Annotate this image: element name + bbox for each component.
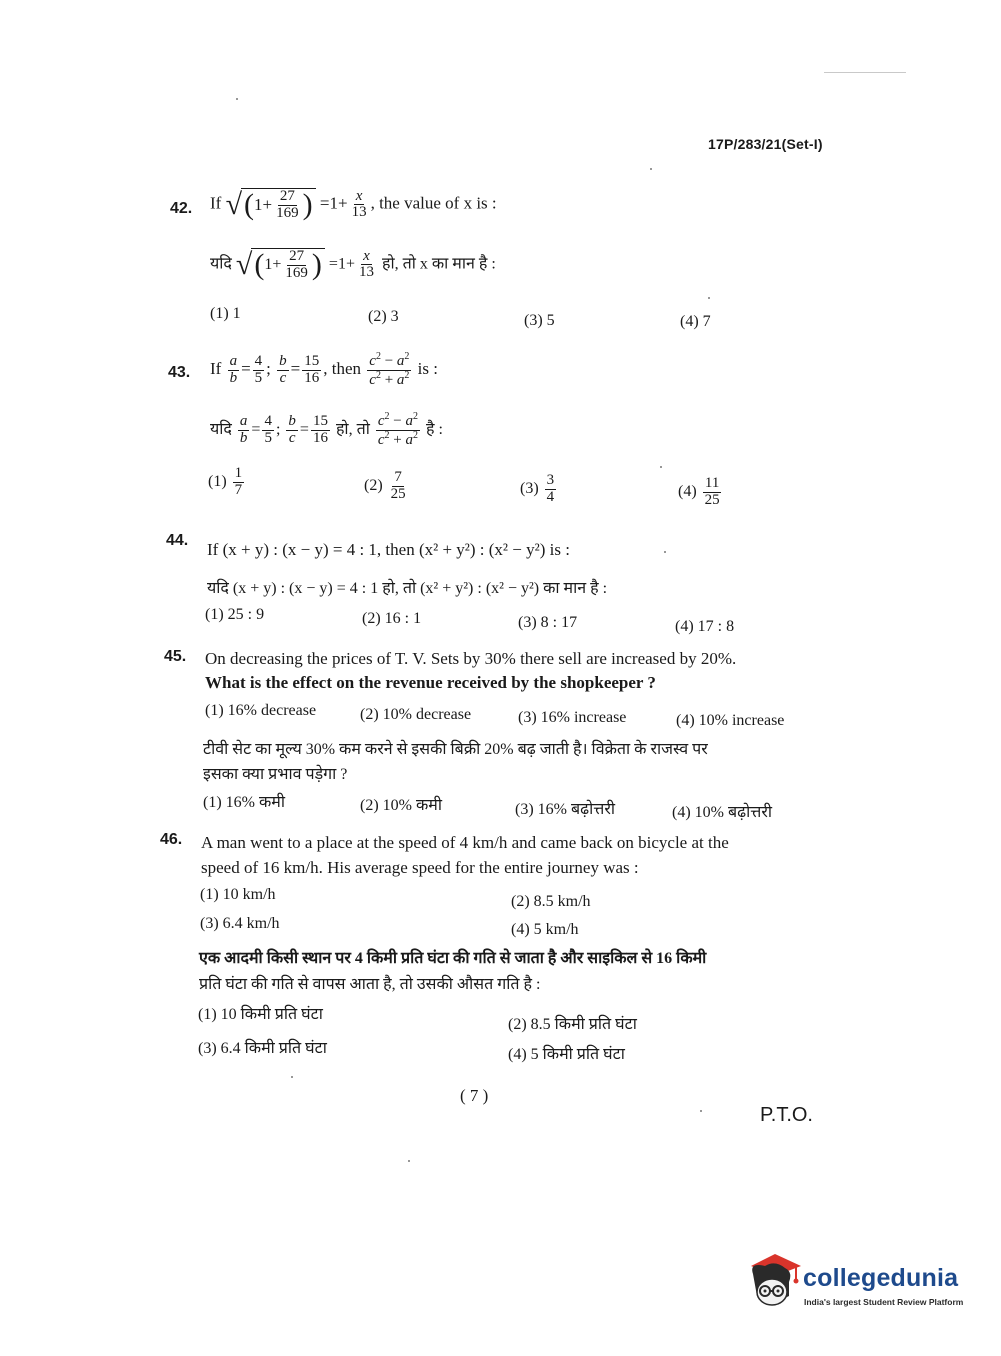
sqrt-expression: √ ( 1+ $\frac{27}{169}$ ) (226, 188, 316, 222)
option-2: (2) 16 : 1 (362, 610, 422, 627)
question-text-en-line1: A man went to a place at the speed of 4 km/h and came back on bicycle at the (201, 833, 729, 852)
scan-speck (650, 168, 652, 170)
question-text-hi-line1: टीवी सेट का मूल्य 30% कम करने से इसकी बिक्री 20% बढ़ जाती है। विक्रेता के राजस्व पर (203, 741, 708, 758)
option-4: (4) 7 (680, 313, 711, 330)
scan-speck (291, 1076, 293, 1078)
option-1-hi: (1) 16% कमी (203, 794, 285, 811)
question-text-hi: यदि $\frac{a}{b}$ = $\frac{4}{5}$ ; $\frac{b}{c}$ = $\frac{15}{16}$ हो, तो $\frac{c^2 - a^2}{c^2 + a^2}$ है : (210, 411, 443, 448)
option-2: (2) 3 (368, 308, 399, 325)
option-1-en: (1) 10 km/h (200, 886, 276, 903)
scan-speck (708, 297, 710, 299)
scan-speck (236, 98, 238, 100)
option-2-en: (2) 10% decrease (360, 706, 472, 723)
option-4: (4) 17 : 8 (675, 618, 735, 635)
question-text-hi-line2: इसका क्या प्रभाव पड़ेगा ? (203, 766, 348, 783)
option-4: (4) $\frac{11}{25}$ (678, 475, 720, 508)
question-text-hi-line1: एक आदमी किसी स्थान पर 4 किमी प्रति घंटा की गति से जाता है और साइकिल से 16 किमी (199, 950, 707, 967)
option-1-hi: (1) 10 किमी प्रति घंटा (198, 1006, 323, 1023)
option-1: (1) 25 : 9 (205, 606, 265, 623)
question-text-en: If $\frac{a}{b}$ = $\frac{4}{5}$ ; $\frac{b}{c}$ = $\frac{15}{16}$ , then $\frac{c^2 - a^2}{c^2 + a^2}$ is : (210, 351, 438, 388)
option-1: (1) $\frac{1}{7}$ (208, 465, 243, 498)
brand-tagline: India's largest Student Review Platform (804, 1297, 964, 1307)
page-number: ( 7 ) (460, 1086, 489, 1105)
option-3-hi: (3) 16% बढ़ोत्तरी (515, 801, 616, 818)
question-text-hi: यदि (x + y) : (x − y) = 4 : 1 हो, तो (x² + y²) : (x² − y²) का मान है : (207, 580, 608, 597)
question-text-en-line2: speed of 16 km/h. His average speed for the entire journey was : (201, 858, 639, 877)
question-number: 42. (170, 200, 193, 217)
question-text-en-line1: On decreasing the prices of T. V. Sets by 30% there sell are increased by 20%. (205, 649, 737, 668)
question-text-en: If (x + y) : (x − y) = 4 : 1, then (x² + y²) : (x² − y²) is : (207, 540, 570, 559)
question-number: 46. (160, 831, 183, 848)
question-number: 44. (166, 532, 189, 549)
option-2-en: (2) 8.5 km/h (511, 893, 591, 910)
pto-label: P.T.O. (760, 1104, 813, 1126)
question-text-hi: यदि √ ( 1+ $\frac{27}{169}$ ) =1+ $\frac{x}{13}$ हो, तो x का मान है : (210, 247, 496, 282)
option-3: (3) $\frac{3}{4}$ (520, 472, 555, 505)
question-text-hi-line2: प्रति घंटा की गति से वापस आता है, तो उसकी औसत गति है : (199, 976, 541, 993)
option-2: (2) $\frac{7}{25}$ (364, 469, 406, 502)
paper-code: 17P/283/21(Set-I) (708, 136, 823, 152)
option-2-hi: (2) 10% कमी (360, 797, 442, 814)
option-3: (3) 8 : 17 (518, 614, 578, 631)
question-number: 45. (164, 648, 187, 665)
option-3-hi: (3) 6.4 किमी प्रति घंटा (198, 1040, 327, 1057)
question-text-en: If √ ( 1+ $\frac{27}{169}$ ) =1+ $\frac{x}{13}$ , the value of x is : (210, 187, 497, 222)
scan-speck (660, 466, 662, 468)
mascot-icon (745, 1250, 803, 1314)
option-3: (3) 5 (524, 312, 555, 329)
question-text-en-line2: What is the effect on the revenue received by the shopkeeper ? (205, 673, 656, 692)
option-1: (1) 1 (210, 305, 241, 322)
brand-name: collegedunia (803, 1264, 959, 1292)
option-2-hi: (2) 8.5 किमी प्रति घंटा (508, 1016, 637, 1033)
top-rule (824, 72, 906, 73)
option-4-en: (4) 10% increase (676, 712, 785, 729)
option-4-en: (4) 5 km/h (511, 921, 579, 938)
option-3-en: (3) 6.4 km/h (200, 915, 280, 932)
scan-speck (664, 551, 666, 553)
scan-speck (408, 1160, 410, 1162)
option-4-hi: (4) 10% बढ़ोत्तरी (672, 804, 773, 821)
option-1-en: (1) 16% decrease (205, 702, 317, 719)
option-3-en: (3) 16% increase (518, 709, 627, 726)
option-4-hi: (4) 5 किमी प्रति घंटा (508, 1046, 625, 1063)
collegedunia-watermark (745, 1250, 975, 1314)
scan-speck (700, 1110, 702, 1112)
question-number: 43. (168, 364, 191, 381)
